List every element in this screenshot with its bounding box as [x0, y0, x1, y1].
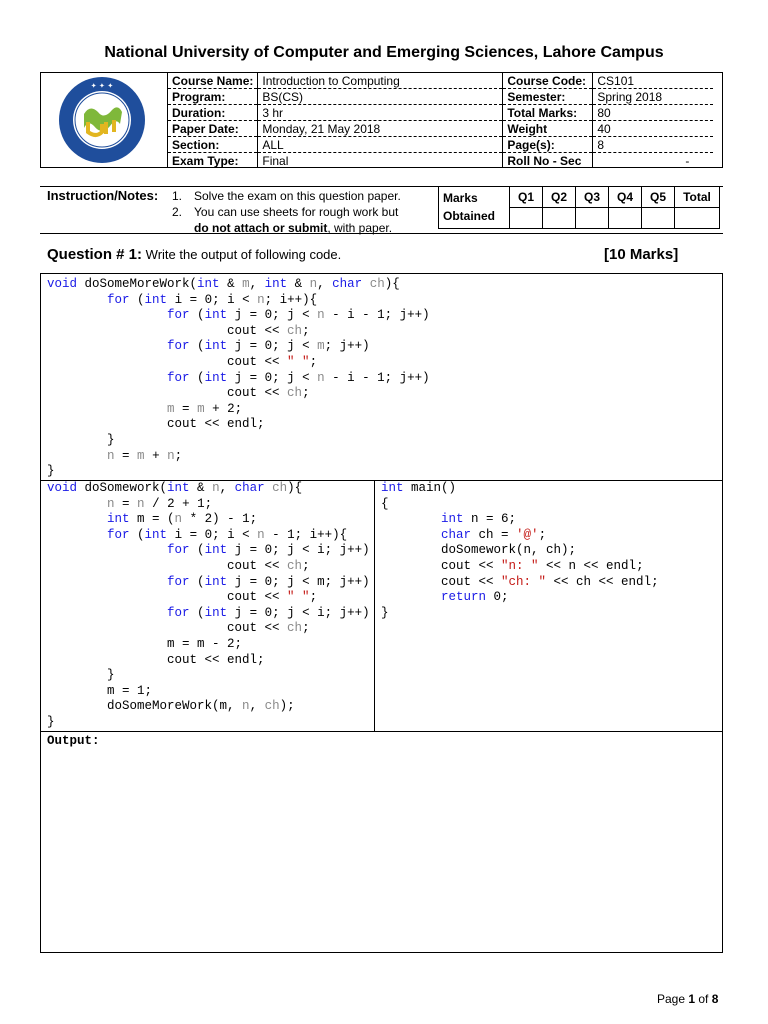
marks-header: Q2: [543, 187, 576, 208]
question-marks: [10 Marks]: [604, 246, 679, 263]
course-code-label: Course Code:: [503, 73, 593, 89]
instruction-item-continued: do not attach or submit, with paper.: [194, 221, 393, 235]
roll-no-value: -: [593, 153, 714, 169]
marks-header: Q3: [576, 187, 609, 208]
total-marks-label: Total Marks:: [503, 105, 593, 121]
course-name-label: Course Name:: [168, 73, 258, 89]
marks-table: [438, 186, 720, 229]
duration-value: 3 hr: [258, 105, 503, 121]
exam-type-label: Exam Type:: [168, 153, 258, 169]
code-block-dosomework: void doSomework(int & n, char ch){ n = n / 2 + 1; int m = (n * 2) - 1; for (int i = 0; i < n - 1; i++){ for (int j = 0; j < i; j++) cout << ch; for (int j = 0; j < m; j++) cout << " "; for (int j = 0; j < i; j++) cout << ch; m = m - 2; cout << endl; } m = 1; doSomeMoreWork(m, n, ch); }: [40, 480, 375, 732]
total-marks-value: 80: [593, 105, 714, 121]
semester-value: Spring 2018: [593, 89, 714, 105]
course-code-value: CS101: [593, 73, 714, 89]
marks-cell[interactable]: [642, 208, 675, 229]
university-logo: [44, 76, 160, 164]
question-text: Write the output of following code.: [145, 247, 342, 262]
page-footer: Page 1 of 8: [657, 992, 719, 1006]
instructions-list: [172, 188, 401, 236]
output-answer-box[interactable]: [40, 731, 723, 953]
page-title: National University of Computer and Emerging Sciences, Lahore Campus: [104, 44, 664, 61]
exam-type-value: Final: [258, 153, 503, 169]
roll-no-label: Roll No - Sec: [503, 153, 593, 169]
section-value: ALL: [258, 137, 503, 153]
svg-text:✦ ✦ ✦: ✦ ✦ ✦: [90, 82, 114, 90]
section-label: Section:: [168, 137, 258, 153]
marks-cell[interactable]: [510, 208, 543, 229]
course-info-table: [167, 73, 713, 168]
marks-header: Q1: [510, 187, 543, 208]
marks-cell[interactable]: [609, 208, 642, 229]
program-value: BS(CS): [258, 89, 503, 105]
instruction-item: 1. Solve the exam on this question paper.: [172, 189, 401, 203]
marks-obtained-label: Marks Obtained: [439, 187, 510, 229]
weight-value: 40: [593, 121, 714, 137]
pages-value: 8: [593, 137, 714, 153]
marks-cell[interactable]: [543, 208, 576, 229]
instructions-label: Instruction/Notes:: [47, 188, 159, 203]
marks-header: Total: [675, 187, 720, 208]
weight-label: Weight: [503, 121, 593, 137]
marks-header: Q5: [642, 187, 675, 208]
paper-date-value: Monday, 21 May 2018: [258, 121, 503, 137]
paper-date-label: Paper Date:: [168, 121, 258, 137]
instruction-item: 2. You can use sheets for rough work but: [172, 205, 399, 219]
program-label: Program:: [168, 89, 258, 105]
question-line: [47, 246, 341, 263]
pages-label: Page(s):: [503, 137, 593, 153]
course-name-value: Introduction to Computing: [258, 73, 503, 89]
semester-label: Semester:: [503, 89, 593, 105]
question-label: Question # 1:: [47, 246, 143, 263]
code-block-dosomemorework: void doSomeMoreWork(int & m, int & n, char ch){ for (int i = 0; i < n; i++){ for (int j = 0; j < n - i - 1; j++) cout << ch; for (int j = 0; j < m; j++) cout << " "; for (int j = 0; j < n - i - 1; j++) cout << ch; m = m + 2; cout << endl; } n = m + n; }: [40, 273, 723, 481]
marks-cell[interactable]: [675, 208, 720, 229]
marks-header: Q4: [609, 187, 642, 208]
code-block-main: int main() { int n = 6; char ch = '@'; doSomework(n, ch); cout << "n: " << n << endl; cout << "ch: " << ch << endl; return 0; }: [374, 480, 723, 732]
output-label: Output:: [47, 734, 100, 748]
duration-label: Duration:: [168, 105, 258, 121]
marks-cell[interactable]: [576, 208, 609, 229]
